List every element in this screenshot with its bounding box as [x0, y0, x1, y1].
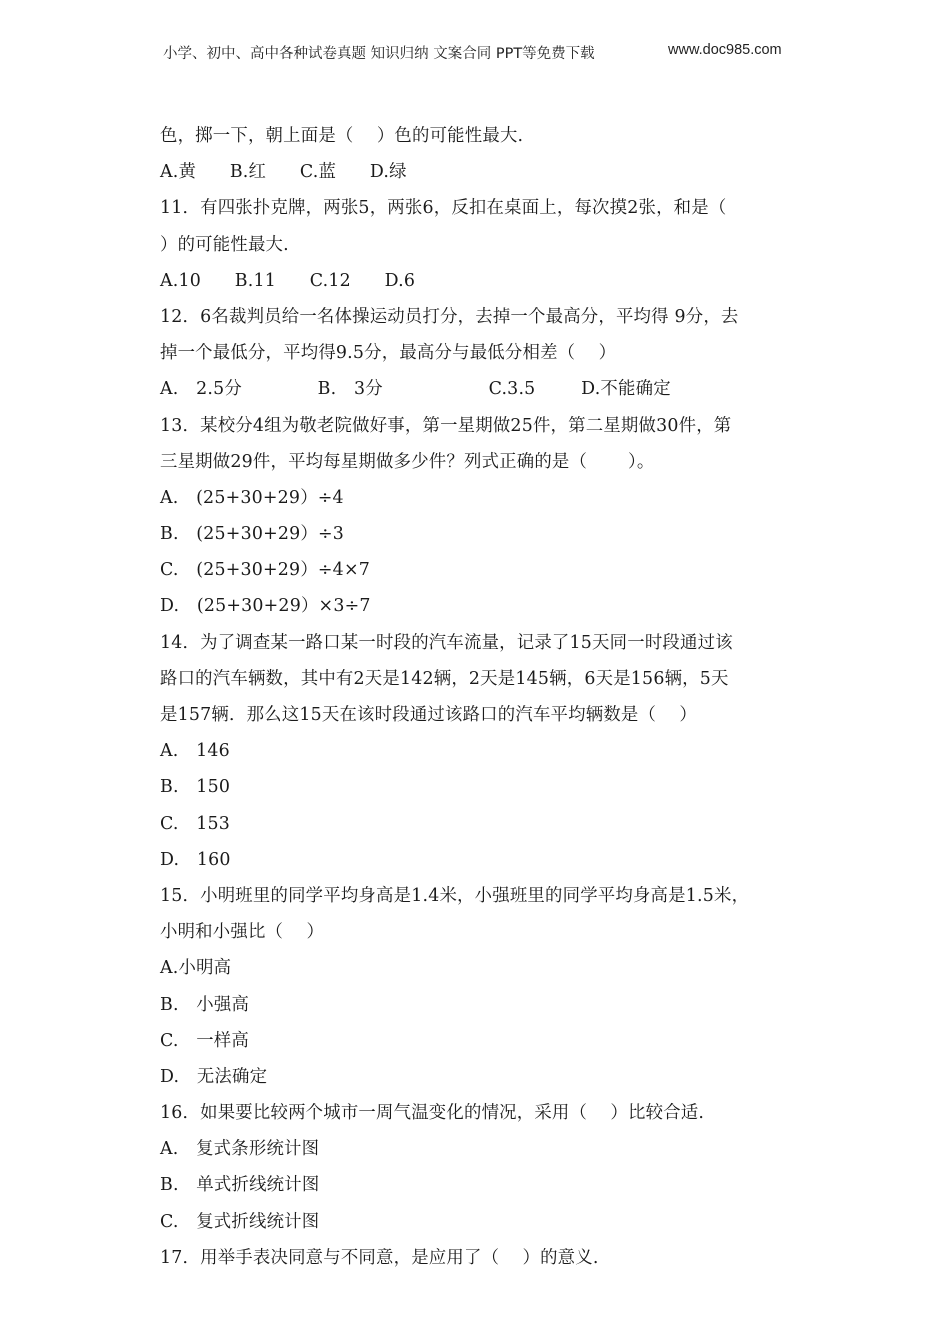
q15-text-line2: 小明和小强比（ ） — [160, 922, 325, 943]
q11-option-c[interactable]: C.12 — [309, 270, 351, 291]
header-promo-text: 小学、初中、高中各种试卷真题 知识归纳 文案合同 PPT等免费下载 — [163, 46, 595, 62]
q12-options — [160, 371, 810, 407]
q12-text-line1: 12．6名裁判员给一名体操运动员打分，去掉一个最高分，平均得 9分，去 — [160, 306, 739, 327]
q14-text-line1: 14．为了调查某一路口某一时段的汽车流量，记录了15天同一时段通过该 — [160, 632, 733, 653]
q10-options — [160, 154, 810, 190]
header-website-link[interactable]: www.doc985.com — [668, 42, 782, 58]
q12-option-b[interactable]: B. 3分 — [317, 379, 383, 400]
q13-option-b[interactable]: B. (25+30+29）÷3 — [160, 524, 345, 545]
q16-text-line1: 16．如果要比较两个城市一周气温变化的情况，采用（ ）比较合适. — [160, 1103, 705, 1124]
q13-option-a[interactable]: A. (25+30+29）÷4 — [160, 487, 344, 508]
q14-text-line3: 是157辆．那么这15天在该时段通过该路口的汽车平均辆数是（ ） — [160, 705, 697, 725]
q11-text-line1: 11．有四张扑克牌，两张5，两张6，反扣在桌面上，每次摸2张，和是（ — [160, 198, 727, 219]
q12-option-c[interactable]: C.3.5 — [488, 379, 536, 400]
q11-option-d[interactable]: D.6 — [384, 270, 416, 291]
q14-text-line2: 路口的汽车辆数，其中有2天是142辆，2天是145辆，6天是156辆，5天 — [160, 668, 729, 689]
q15-option-a[interactable]: A.小明高 — [160, 958, 232, 979]
q16-option-a[interactable]: A. 复式条形统计图 — [160, 1139, 320, 1160]
q16-option-c[interactable]: C. 复式折线统计图 — [160, 1211, 320, 1232]
q12-option-a[interactable]: A. 2.5分 — [160, 379, 242, 400]
q15-text-line1: 15．小明班里的同学平均身高是1.4米，小强班里的同学平均身高是1.5米， — [160, 885, 750, 906]
q14-option-d[interactable]: D. 160 — [160, 849, 231, 870]
q14-option-a[interactable]: A. 146 — [160, 741, 230, 762]
q10-text-tail: 色，掷一下，朝上面是（ ）色的可能性最大. — [160, 126, 524, 146]
q11-options — [160, 263, 810, 299]
q13-text-line1: 13．某校分4组为敬老院做好事，第一星期做25件，第二星期做30件，第 — [160, 415, 732, 436]
q12-text-line2: 掉一个最低分，平均得9.5分，最高分与最低分相差（ ） — [160, 343, 617, 364]
q10-option-b[interactable]: B.红 — [229, 162, 267, 183]
q12-option-d[interactable]: D.不能确定 — [581, 379, 671, 400]
q13-text-line2: 三星期做29件，平均每星期做多少件？列式正确的是（ ）。 — [160, 451, 655, 472]
q13-option-d[interactable]: D. (25+30+29）×3÷7 — [160, 596, 371, 617]
q17-text-line1: 17．用举手表决同意与不同意，是应用了（ ）的意义. — [160, 1247, 599, 1268]
q10-option-c[interactable]: C.蓝 — [299, 162, 337, 183]
q11-option-b[interactable]: B.11 — [234, 270, 277, 291]
q15-option-d[interactable]: D. 无法确定 — [160, 1066, 268, 1087]
q13-option-c[interactable]: C. (25+30+29）÷4×7 — [160, 560, 370, 581]
q14-option-b[interactable]: B. 150 — [160, 777, 231, 798]
exam-content — [160, 118, 810, 1276]
q11-option-a[interactable]: A.10 — [160, 270, 202, 291]
q11-text-line2: ）的可能性最大. — [160, 234, 289, 255]
q10-option-a[interactable]: A.黄 — [160, 162, 197, 183]
q16-option-b[interactable]: B. 单式折线统计图 — [160, 1175, 320, 1196]
q15-option-b[interactable]: B. 小强高 — [160, 994, 250, 1015]
page-header — [0, 38, 950, 64]
q14-option-c[interactable]: C. 153 — [160, 813, 230, 834]
q15-option-c[interactable]: C. 一样高 — [160, 1030, 249, 1051]
q10-option-d[interactable]: D.绿 — [369, 162, 407, 183]
